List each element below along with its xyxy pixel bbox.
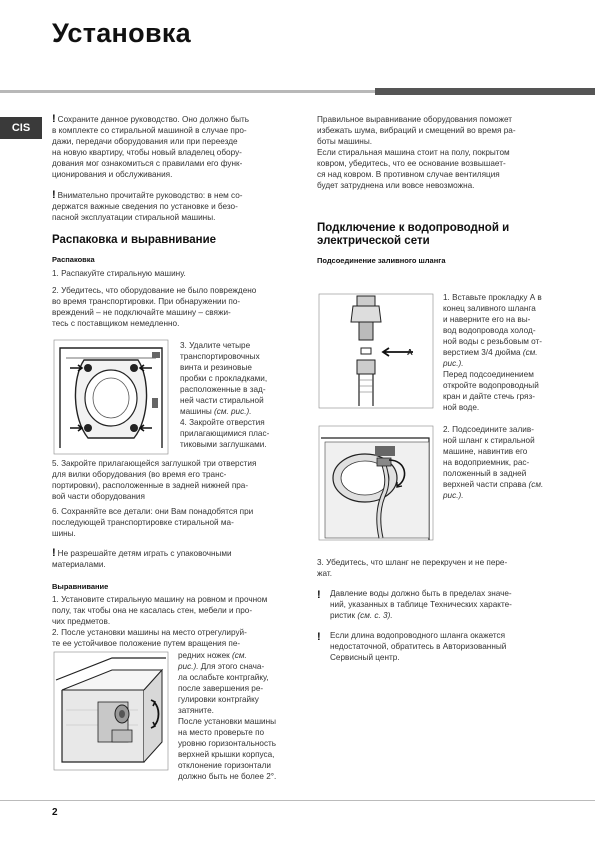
gasket-label-a: A — [407, 348, 413, 357]
warning-hose-length: Если длина водопроводного шланга окажется недостаточной, обратитесь в Авторизованный Сервисный центр. — [330, 631, 507, 662]
hose-step-1: 1. Вставьте прокладку А в конец заливного шланга и наверните его на вы- вод водопровода холод- ной воды с резьбовым от- верстием 3/4 дюйма (см. рис.). — [443, 293, 543, 368]
warning-children: ! Не разрешайте детям играть с упаковочными материалами. — [52, 547, 232, 569]
header-rule — [0, 88, 595, 96]
rear-screws-figure — [52, 338, 170, 456]
warning-icon: ! — [317, 631, 321, 643]
inlet-hose-figure — [317, 292, 435, 410]
subheading-unpacking: Распаковка — [52, 255, 95, 264]
language-tab: CIS — [0, 117, 42, 139]
unpack-step-6: 6. Сохраняйте все детали: они Вам понадобятся при последующей транспортировке стиральной ма- шины. — [52, 507, 254, 538]
subheading-leveling: Выравнивание — [52, 582, 109, 591]
leveling-foot-figure — [52, 650, 170, 772]
footer-rule — [0, 800, 595, 801]
warning-icon: ! — [52, 547, 56, 559]
page-number: 2 — [52, 807, 58, 818]
section-heading-unpack: Распаковка и выравнивание — [52, 234, 217, 246]
unpack-step-3: 3. Удалите четыре транспортировочных винта и резиновые пробки с прокладками, расположенные в зад- ней части стиральной машины (см. рис.). — [180, 341, 268, 416]
hose-connection-figure — [317, 424, 435, 542]
unpack-step-4: 4. Закройте отверстия прилагающимися плас- тиковыми заглушками. — [180, 418, 270, 449]
leveling-intro-text: Правильное выравнивание оборудования поможет избежать шума, вибраций и смещений во время ра- боты машины. Если стиральная машина стоит на полу, покрытом ковром, убедитесь, что ее основание возвышает- ся над ковром. В противном случае вентиляция будет затруднена или вовсе невозможна. — [317, 115, 516, 190]
warning-icon: ! — [52, 189, 56, 201]
warning-read-manual: ! Внимательно прочитайте руководство: в нем со- держатся важные сведения по установке и безо- пасной эксплуатации стиральной машины. — [52, 189, 243, 222]
leveling-feet-text: редних ножек (см. рис.). Для этого снача- ла ослабьте контргайку, после завершения ре- гулировки контргайку затяните. После установки машины на место проверьте по уровню горизонтальность верхней крышки корпуса, отклонение горизонтали должно быть не более 2°. — [178, 651, 277, 781]
page-title: Установка — [52, 18, 191, 48]
warning-keep-manual: ! Сохраните данное руководство. Оно должно быть в комплекте со стиральной машиной в случае про- дажи, передачи оборудования или при переезде на новую квартиру, чтобы новый владелец обору- дования мог ознакомиться с правилами его функ- ционирования и обслуживания. — [52, 113, 250, 179]
section-heading-connection: Подключение к водопроводной и электрической сети — [317, 222, 510, 247]
subheading-inlet-hose: Подсоединение заливного шланга — [317, 256, 446, 265]
warning-water-pressure: Давление воды должно быть в пределах значе- ний, указанных в таблице Технических характе- ристик (см. с. 3). — [330, 589, 512, 620]
hose-step-3: 3. Убедитесь, что шланг не перекручен и не пере- жат. — [317, 558, 508, 578]
leveling-text: 1. Установите стиральную машину на ровном и прочном полу, так чтобы она не касалась стен, мебели и про- чих предметов. 2. После установки машины на место отрегулируй- те ее устойчивое положение путем вращения пе- — [52, 595, 268, 648]
hose-step-2: 2. Подсоедините залив- ной шланг к стиральной машине, навинтив его на водоприемник, рас- положенный в задней верхней части справа (см. рис.). — [443, 425, 544, 500]
hose-step-1-note: Перед подсоединением откройте водопроводный кран и дайте стечь гряз- ной воде. — [443, 370, 539, 412]
unpack-step-5: 5. Закройте прилагающейся заглушкой три отверстия для вилки оборудования (во время его транс- портировки), расположенные в задней нижней пра- вой части оборудования — [52, 459, 257, 501]
unpack-step-1: 1. Распакуйте стиральную машину. — [52, 269, 186, 278]
warning-icon: ! — [52, 113, 56, 125]
warning-icon: ! — [317, 589, 321, 601]
unpack-step-2: 2. Убедитесь, что оборудование не было повреждено во время транспортировки. При обнаружении по- вреждений – не подключайте машину – свяжи- тесь с поставщиком немедленно. — [52, 286, 257, 328]
